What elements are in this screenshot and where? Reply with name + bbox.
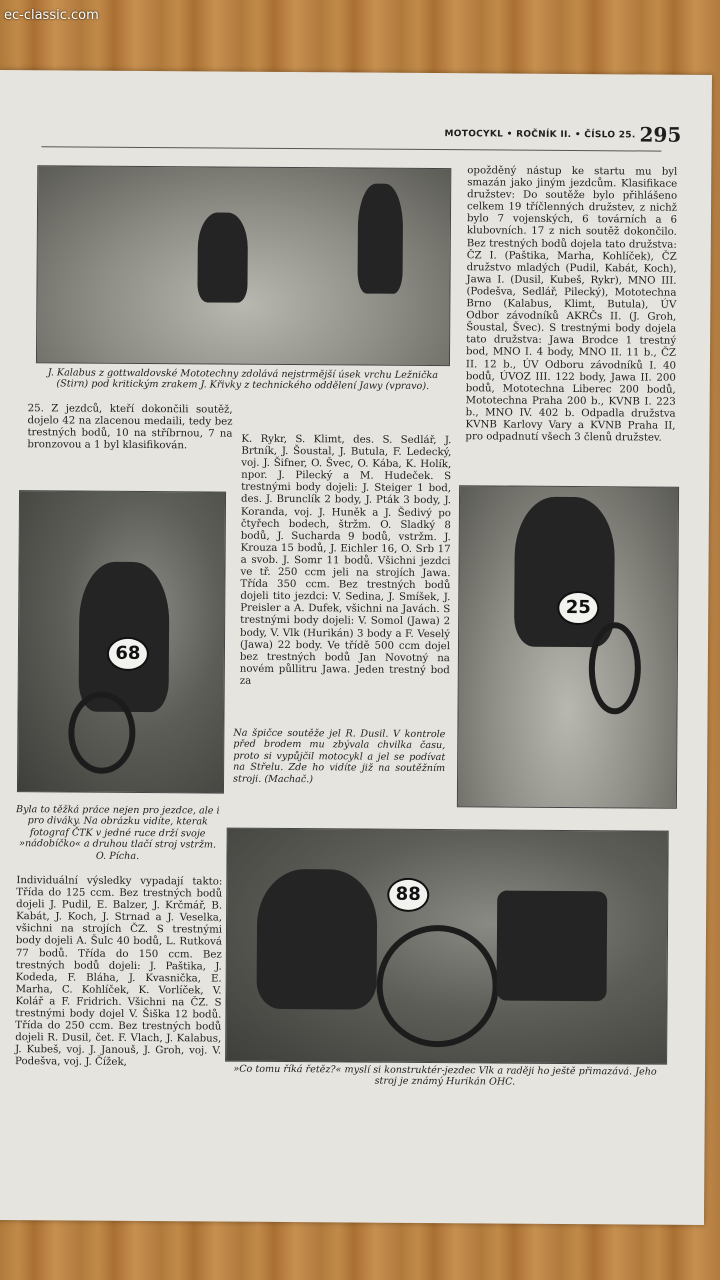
paragraph-middle: K. Rykr, S. Klimt, des. S. Sedlář, J. Brtník, J. Šoustal, J. Butula, F. Ledecký, voj. J. Šifner, O. Švec, O. Kába, K. Holík, npor. J. Pilecký a M. Hudeček. S trestnými body dojeli: J. Steiger 1 bod, des. J. Brunclík 2 body, J. Pták 3 body, J. Koranda, voj. J. Huněk a J. Šedivý po čtyřech bodech, štržm. O. Sladký 8 bodů, J. Sucharda 9 bodů, vstržm. J. Krouza 15 bodů, J. Eichler 16, O. Srb 17 a svob. J. Somr 11 bodů. Všichni jezdci ve tř. 250 ccm jeli na strojích Jawa. Třída 350 ccm. Bez trestných bodů dojeli tito jezdci: V. Sedina, J. Smíšek, J. Preisler a A. Dufek, všichni na Javách. S trestnými body dojeli: V. Somol (Jawa) 2 body, V. Vlk (Hurikán) 3 body a F. Veselý (Jawa) 22 body. Ve třídě 500 ccm dojel bez trestných bodů Jan Novotný na novém půllitru Jawa. Jeden trestný bod za [239,433,452,687]
page-number: 295 [639,122,682,147]
photo-rider-88 [225,828,669,1065]
caption-rider-68: Byla to těžká práce nejen pro jezdce, ale i pro diváky. Na obrázku vidíte, kterak fotograf ČTK v jedné ruce drží svoje »nádobíčko« a druhou tlačí stroj vstržm. O. Pícha. [16,804,220,862]
caption-rider-88: »Co tomu říká řetěz?« myslí si konstruktér-jezdec Vlk a raději ho ještě přimazává. Jeho stroj je známý Hurikán OHC. [233,1063,657,1089]
mechanic-figure [256,869,377,1010]
paragraph-right: opožděný nástup ke startu mu byl smazán jako jiným jezdcům. Klasifikace družstev: Do soutěže bylo přihlášeno celkem 19 tříčlenných družstev, z nichž bylo 7 vojenských, 6 továrních a 6 klubovních. 17 z nich soutěž dokončilo. Bez trestných bodů dojela tato družstva: ČZ I. (Paštika, Marha, Kohlíček), ČZ družstvo mladých (Pudil, Kabát, Koch), Jawa I. (Dusil, Kubeš, Rykr), MNO III. (Podešva, Sedlář, Pilecký), Mototechna Brno (Kalabus, Klimt, Butula), ÚV Odbor závodníků AKRČs II. (J. Groh, Šoustal, Švec). S trestnými body dojela tato družstva: Jawa Brodce 1 trestný bod, MNO I. 4 body, MNO II. 11 b., ČZ II. 12 b., ÚV Odboru závodníků I. 40 bodů, ÚVOZ III. 122 body, Jawa II. 200 bodů, Mototechna Liberec 200 bodů, Mototechna Praha 200 b., KVNB I. 223 b., MNO IV. 402 b. Odpadla družstva KVNB Karlovy Vary a KVNB Praha II, pro odpadnutí všech 3 členů družstev. [465,165,678,444]
number-plate-25: 25 [557,591,599,625]
number-plate-68: 68 [107,637,149,671]
engine-block [497,890,608,1001]
photo-rider-25 [457,485,679,809]
rider-figure [514,497,615,648]
rider-figure [197,212,248,302]
spectator-figure [357,184,403,294]
front-wheel [589,622,642,714]
paragraph-left-bottom: Individuální výsledky vypadají takto: Třída do 125 ccm. Bez trestných bodů dojeli J. Pudil, E. Balzer, J. Krčmář, B. Kabát, J. Koch, J. Strnad a J. Veselka, všichni na strojích ČZ. S trestnými body dojeli A. Šulc 40 bodů, L. Rutková 77 bodů. Třída do 150 ccm. Bez trestných bodů dojeli: J. Paštika, J. Kodeda, F. Bláha, J. Kvasnička, E. Marha, C. Kohlíček, K. Vorlíček, V. Kolář a F. Fridrich. Všichni na ČZ. S trestnými body dojel V. Šiška 12 bodů. Třída do 250 ccm. Bez trestných bodů dojeli R. Dusil, čet. F. Vlach, J. Kalabus, J. Kubeš, voj. J. Janouš, J. Groh, voj. V. Podešva, voj. J. Čížek, [15,875,223,1069]
number-plate-88: 88 [387,878,429,912]
photo-hill-climb [36,165,451,366]
front-wheel [376,925,499,1048]
caption-hill-climb: J. Kalabus z gottwaldovské Mototechny zdolává nejstrmější úsek vrchu Ležnička (Stirn) pod kritickým zrakem J. Křivky z technického oddělení Jawy (vpravo). [47,367,439,393]
magazine-page [0,70,712,1225]
front-wheel [68,691,136,773]
caption-rider-25: Na špičce soutěže jel R. Dusil. V kontrole před brodem mu zbývala chvilka času, proto si vypůjčil motocykl a jel se podívat na Střelu. Zde ho vidíte již na soutěžním stroji. (Machač.) [233,727,446,785]
header-rule [41,146,661,151]
paragraph-left-top: 25. Z jezdců, kteří dokončili soutěž, dojelo 42 na zlacenou medaili, tedy bez trestných bodů, 10 na stříbrnou, 7 na bronzovou a 1 byl klasifikován. [27,403,233,452]
photo-rider-68 [17,490,226,793]
site-watermark: ec-classic.com [4,8,99,23]
running-header: MOTOCYKL • ROČNÍK II. • ČÍSLO 25. [444,129,636,141]
